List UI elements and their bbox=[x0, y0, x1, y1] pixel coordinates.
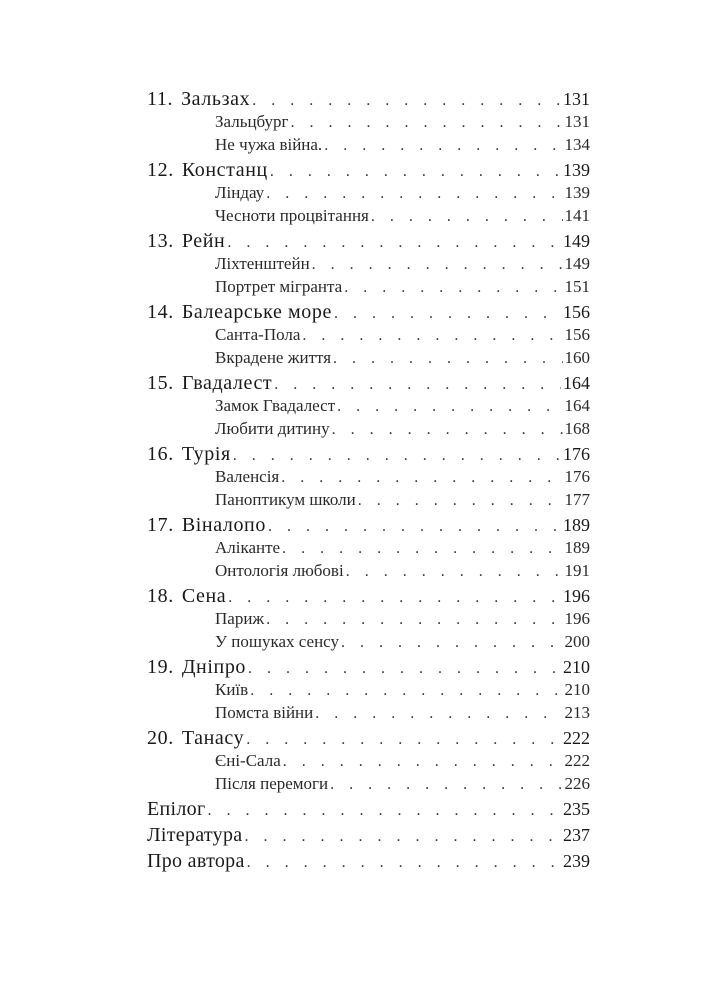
page-number: 196 bbox=[564, 609, 590, 628]
chapter-number: 20. bbox=[147, 727, 174, 749]
page-number: 139 bbox=[563, 160, 590, 180]
toc-section-entry bbox=[147, 561, 590, 584]
section-title: Аліканте bbox=[215, 538, 281, 557]
toc-chapter-entry bbox=[147, 159, 590, 183]
leader-dots bbox=[371, 208, 563, 226]
leader-dots bbox=[346, 563, 563, 581]
toc-section-entry bbox=[147, 277, 590, 300]
leader-dots bbox=[283, 753, 563, 771]
toc-section-entry bbox=[147, 703, 590, 726]
toc-chapter-group bbox=[147, 585, 590, 655]
leader-dots bbox=[233, 447, 561, 465]
section-title: Ліндау bbox=[215, 183, 265, 202]
leader-dots bbox=[270, 163, 561, 181]
toc-section-entry bbox=[147, 680, 590, 703]
section-title: Не чужа війна. bbox=[215, 135, 323, 154]
leader-dots bbox=[358, 492, 563, 510]
leader-dots bbox=[248, 660, 561, 678]
page-number: 141 bbox=[564, 206, 590, 225]
toc-chapter-group bbox=[147, 372, 590, 442]
leader-dots bbox=[333, 350, 562, 368]
page-number: 177 bbox=[564, 490, 590, 509]
page-number: 139 bbox=[564, 183, 590, 202]
leader-dots bbox=[344, 279, 562, 297]
toc-chapter-group bbox=[147, 301, 590, 371]
toc-chapter-entry bbox=[147, 443, 590, 467]
chapter-title: Турія bbox=[181, 443, 231, 465]
section-title: Помста війни bbox=[215, 703, 314, 722]
chapter-number: 12. bbox=[147, 159, 174, 181]
page-number: 176 bbox=[564, 467, 590, 486]
page-number: 239 bbox=[563, 851, 590, 871]
section-title: Вкрадене життя bbox=[215, 348, 332, 367]
section-title: Санта-Пола bbox=[215, 325, 301, 344]
chapter-number: 18. bbox=[147, 585, 174, 607]
leader-dots bbox=[330, 776, 562, 794]
page-number: 156 bbox=[564, 325, 590, 344]
chapter-number: 15. bbox=[147, 372, 174, 394]
toc-chapter-entry bbox=[147, 656, 590, 680]
section-title: Після перемоги bbox=[215, 774, 329, 793]
section-title: Валенсія bbox=[215, 467, 280, 486]
leader-dots bbox=[315, 705, 562, 723]
toc-section-entry bbox=[147, 467, 590, 490]
leader-dots bbox=[332, 421, 563, 439]
backmatter-title: Про автора bbox=[147, 850, 245, 872]
page-number: 176 bbox=[563, 444, 590, 464]
section-title: Онтологія любові bbox=[215, 561, 344, 580]
backmatter-title: Епілог bbox=[147, 798, 206, 820]
chapter-title: Констанц bbox=[181, 159, 268, 181]
page-number: 210 bbox=[564, 680, 590, 699]
page-number: 164 bbox=[564, 396, 590, 415]
chapter-number: 14. bbox=[147, 301, 174, 323]
toc-chapter-group bbox=[147, 656, 590, 726]
table-of-contents bbox=[147, 88, 590, 876]
page-number: 149 bbox=[564, 254, 590, 273]
toc-section-entry bbox=[147, 206, 590, 229]
leader-dots bbox=[274, 376, 561, 394]
section-title: Любити дитину bbox=[215, 419, 330, 438]
leader-dots bbox=[207, 802, 561, 820]
leader-dots bbox=[247, 854, 561, 872]
section-title: Портрет мігранта bbox=[215, 277, 343, 296]
leader-dots bbox=[282, 540, 562, 558]
page-number: 237 bbox=[563, 825, 590, 845]
toc-chapter-group bbox=[147, 230, 590, 300]
leader-dots bbox=[334, 305, 561, 323]
section-title: Паноптикум школи bbox=[215, 490, 356, 509]
chapter-title: Зальзах bbox=[181, 88, 251, 110]
section-title: Париж bbox=[215, 609, 265, 628]
toc-section-entry bbox=[147, 419, 590, 442]
toc-chapter-entry bbox=[147, 585, 590, 609]
toc-section-entry bbox=[147, 774, 590, 797]
section-title: Київ bbox=[215, 680, 249, 699]
page-number: 222 bbox=[564, 751, 590, 770]
toc-section-entry bbox=[147, 135, 590, 158]
toc-section-entry bbox=[147, 112, 590, 135]
chapter-number: 16. bbox=[147, 443, 174, 465]
chapter-number: 13. bbox=[147, 230, 174, 252]
page-number: 226 bbox=[564, 774, 590, 793]
page-number: 131 bbox=[564, 112, 590, 131]
leader-dots bbox=[244, 828, 561, 846]
toc-section-entry bbox=[147, 348, 590, 371]
section-title: Єні-Сала bbox=[215, 751, 281, 770]
toc-section-entry bbox=[147, 183, 590, 206]
toc-section-entry bbox=[147, 609, 590, 632]
leader-dots bbox=[266, 611, 562, 629]
page-number: 189 bbox=[564, 538, 590, 557]
leader-dots bbox=[246, 731, 561, 749]
toc-chapter-group bbox=[147, 443, 590, 513]
section-title: Зальцбург bbox=[215, 112, 289, 131]
section-title: У пошуках сенсу bbox=[215, 632, 339, 651]
leader-dots bbox=[337, 398, 562, 416]
page-number: 168 bbox=[564, 419, 590, 438]
toc-chapter-entry bbox=[147, 301, 590, 325]
page-number: 189 bbox=[563, 515, 590, 535]
page-number: 156 bbox=[563, 302, 590, 322]
toc-section-entry bbox=[147, 751, 590, 774]
leader-dots bbox=[281, 469, 562, 487]
toc-section-entry bbox=[147, 254, 590, 277]
page-number: 200 bbox=[564, 632, 590, 651]
toc-chapter-entry bbox=[147, 727, 590, 751]
leader-dots bbox=[312, 256, 563, 274]
toc-chapter-entry bbox=[147, 372, 590, 396]
page-number: 213 bbox=[564, 703, 590, 722]
leader-dots bbox=[302, 327, 562, 345]
page-number: 210 bbox=[563, 657, 590, 677]
toc-backmatter-entry bbox=[147, 824, 590, 850]
toc-section-entry bbox=[147, 538, 590, 561]
toc-chapter-entry bbox=[147, 230, 590, 254]
page-number: 160 bbox=[564, 348, 590, 367]
leader-dots bbox=[228, 589, 561, 607]
leader-dots bbox=[227, 234, 561, 252]
page-number: 235 bbox=[563, 799, 590, 819]
toc-section-entry bbox=[147, 396, 590, 419]
toc-chapter-entry bbox=[147, 514, 590, 538]
page-number: 164 bbox=[563, 373, 590, 393]
chapter-title: Рейн bbox=[181, 230, 226, 252]
toc-section-entry bbox=[147, 632, 590, 655]
page-number: 151 bbox=[564, 277, 590, 296]
toc-chapter-group bbox=[147, 727, 590, 797]
toc-chapter-group bbox=[147, 514, 590, 584]
section-title: Чесноти процвітання bbox=[215, 206, 369, 225]
leader-dots bbox=[252, 92, 561, 110]
toc-chapter-entry bbox=[147, 88, 590, 112]
toc-section-entry bbox=[147, 325, 590, 348]
leader-dots bbox=[268, 518, 561, 536]
page-number: 131 bbox=[563, 89, 590, 109]
page-number: 149 bbox=[563, 231, 590, 251]
chapter-title: Дніпро bbox=[181, 656, 247, 678]
page-number: 191 bbox=[564, 561, 590, 580]
section-title: Замок Гвадалест bbox=[215, 396, 336, 415]
section-title: Ліхтенштейн bbox=[215, 254, 310, 273]
chapter-title: Гвадалест bbox=[181, 372, 273, 394]
page-number: 196 bbox=[563, 586, 590, 606]
backmatter-title: Література bbox=[147, 824, 243, 846]
toc-section-entry bbox=[147, 490, 590, 513]
leader-dots bbox=[324, 137, 562, 155]
toc-chapter-group bbox=[147, 88, 590, 158]
chapter-number: 11. bbox=[147, 88, 174, 110]
toc-backmatter-entry bbox=[147, 850, 590, 876]
toc-backmatter-entry bbox=[147, 798, 590, 824]
chapter-title: Віналопо bbox=[181, 514, 266, 536]
chapter-title: Танасу bbox=[181, 727, 245, 749]
page-number: 134 bbox=[564, 135, 590, 154]
toc-chapter-group bbox=[147, 159, 590, 229]
chapter-title: Балеарське море bbox=[181, 301, 332, 323]
leader-dots bbox=[291, 114, 563, 132]
chapter-number: 19. bbox=[147, 656, 174, 678]
chapter-title: Сена bbox=[181, 585, 227, 607]
chapter-number: 17. bbox=[147, 514, 174, 536]
leader-dots bbox=[266, 185, 562, 203]
leader-dots bbox=[341, 634, 563, 652]
leader-dots bbox=[250, 682, 562, 700]
page-number: 222 bbox=[563, 728, 590, 748]
